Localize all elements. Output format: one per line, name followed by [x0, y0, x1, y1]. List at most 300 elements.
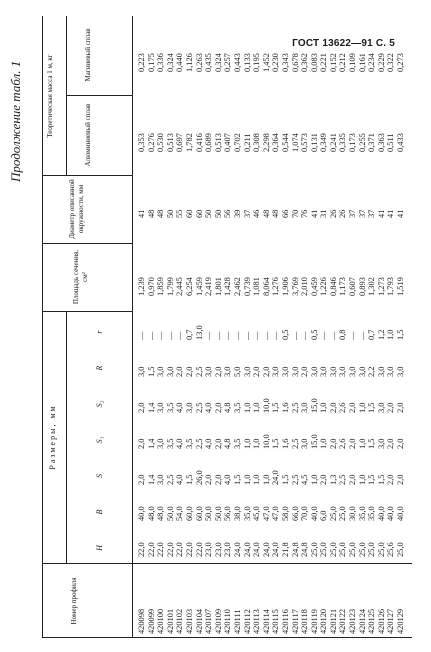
table-cell-s: 1,5 [376, 474, 386, 485]
table-cell-h: 25,6 [386, 542, 396, 557]
table-cell-r: 3,0 [271, 366, 281, 377]
table-cell-s: 2,0 [348, 474, 358, 485]
column-area [137, 277, 406, 296]
table-cell-d: 50 [204, 209, 214, 218]
table-cell-d: 26 [338, 209, 348, 218]
table-cell-profile: 420120 [319, 608, 329, 634]
table-cell-r: 5,0 [232, 366, 242, 377]
table-cell-s1: 2,0 [396, 438, 406, 449]
table-cell-s: 1,5 [367, 474, 377, 485]
column-b [137, 506, 406, 521]
table-cell-s: 1,3 [328, 474, 338, 485]
table-cell-s1: 2,5 [290, 438, 300, 449]
header-dimensions-group: Размеры, мм [48, 404, 57, 470]
table-cell-s1: 4,0 [204, 438, 214, 449]
table-cell-al: 0,255 [357, 133, 367, 152]
table-cell-s: 2,0 [204, 474, 214, 485]
table-cell-h: 23,0 [204, 542, 214, 557]
table-cell-s1: 2,0 [386, 438, 396, 449]
table-cell-r: 2,0 [300, 366, 310, 377]
table-cell-s2: 1,4 [146, 402, 156, 413]
table-cell-profile: 420109 [213, 608, 223, 634]
table-cell-s1: 3,5 [232, 438, 242, 449]
table-cell-s2: 3,0 [156, 402, 166, 413]
table-cell-al: 0,349 [319, 133, 329, 152]
table-cell-s1: 3,0 [300, 438, 310, 449]
table-cell-profile: 420101 [165, 608, 175, 634]
table-cell-area: 1,276 [271, 277, 281, 296]
table-cell-d: 26 [328, 209, 338, 218]
table-cell-d: 41 [376, 209, 386, 218]
table-cell-d: 48 [261, 209, 271, 218]
table-cell-s: 1,5 [184, 474, 194, 485]
table-cell-s2: 4,0 [204, 402, 214, 413]
col-sep-alloys [66, 95, 132, 96]
table-cell-profile: 420125 [367, 608, 377, 634]
table-cell-mg: 0,336 [156, 53, 166, 72]
dimensions-subheader-line [66, 312, 67, 564]
table-cell-d: 48 [156, 209, 166, 218]
table-cell-b: 47,0 [261, 506, 271, 521]
table-cell-r: 3,0 [204, 366, 214, 377]
table-cell-mg: 0,221 [319, 53, 329, 72]
table-cell-s1: 2,0 [137, 438, 146, 449]
table-cell-profile: 420113 [252, 609, 262, 634]
table-cell-profile: 420115 [271, 609, 281, 634]
table-cell-profile: 420121 [328, 608, 338, 634]
header-mass-group: Теоретическая масса 1 м, кг [46, 54, 54, 138]
table-cell-d: 37 [348, 209, 358, 218]
table-cell-h: 24,0 [261, 542, 271, 557]
table-cell-s: 4,0 [223, 474, 233, 485]
table-cell-s: 2,0 [396, 474, 406, 485]
table-cell-al: 0,276 [146, 133, 156, 152]
table-cell-area: 6,254 [184, 277, 194, 296]
table-cell-d: 60 [194, 209, 204, 218]
header-aluminum-alloy: Алюминиевый сплав [84, 103, 92, 167]
header-s: S [95, 474, 104, 478]
table-cell-r: 2,0 [184, 366, 194, 377]
table-cell-s: 2,5 [165, 474, 175, 485]
table-cell-r: 3,0 [348, 366, 358, 377]
table-cell-area: 0,970 [146, 277, 156, 296]
table-cell-al: 0,364 [271, 133, 281, 152]
table-cell-profile: 420123 [348, 608, 358, 634]
col-sep-area [42, 243, 132, 244]
table-cell-s2: 2,0 [328, 402, 338, 413]
table-cell-s: 2,0 [386, 474, 396, 485]
table-cell-s: 2,5 [338, 474, 348, 485]
table-cell-s1: 1,4 [146, 438, 156, 449]
table-cell-r: 1,5 [396, 329, 406, 340]
table-left-border [42, 637, 412, 638]
table-cell-mg: 0,223 [137, 53, 146, 72]
table-cell-s1: 4,0 [175, 438, 185, 449]
table-cell-r: 0,8 [338, 329, 348, 340]
table-cell-s2: 15,0 [309, 398, 319, 413]
table-cell-al: 0,689 [204, 133, 214, 152]
table-cell-mg: 0,324 [213, 53, 223, 72]
table-cell-h: 24,0 [252, 542, 262, 557]
table-cell-h: 25,0 [348, 542, 358, 557]
table-cell-mg: 0,443 [232, 53, 242, 72]
table-cell-s: 1,5 [232, 474, 242, 485]
table-cell-area: 0,459 [309, 277, 319, 296]
table-cell-r: 3,0 [328, 366, 338, 377]
table-cell-d: 48 [146, 209, 156, 218]
table-cell-r: 2,5 [194, 366, 204, 377]
table-cell-d: 37 [242, 209, 252, 218]
table-cell-mg: 0,440 [175, 53, 185, 72]
table-cell-profile: 420119 [309, 609, 319, 634]
table-cell-s2: 1,6 [280, 402, 290, 413]
table-cell-s1: 1,0 [252, 438, 262, 449]
table-cell-al: 0,530 [156, 133, 166, 152]
table-cell-al: 0,513 [213, 133, 223, 152]
table-cell-b: 40,0 [137, 506, 146, 521]
table-cell-r: 1,5 [146, 366, 156, 377]
table-cell-al: 0,513 [165, 133, 175, 152]
table-cell-mg: 0,133 [242, 53, 252, 72]
table-cell-profile: 420111 [232, 609, 242, 634]
table-cell-s1: 3,5 [165, 438, 175, 449]
table-cell-s: 1,0 [252, 474, 262, 485]
table-cell-r: 1,2 [376, 329, 386, 340]
table-cell-d: 60 [184, 209, 194, 218]
table-cell-mg: 0,161 [357, 53, 367, 72]
table-cell-r: 3,0 [290, 366, 300, 377]
table-cell-d: 66 [280, 209, 290, 218]
table-cell-r: 3,0 [319, 366, 329, 377]
table-cell-s2: 2,0 [396, 402, 406, 413]
table-cell-s2: 4,0 [175, 402, 185, 413]
table-cell-r: 0,7 [367, 329, 377, 340]
table-cell-mg: 0,109 [348, 53, 358, 72]
table-cell-r: — [261, 331, 271, 340]
table-cell-r: 0,5 [280, 329, 290, 340]
table-cell-al: 0,211 [242, 133, 252, 152]
table-cell-s2: 3,0 [300, 402, 310, 413]
table-cell-b: 60,0 [194, 506, 204, 521]
table-cell-h: 24,8 [300, 542, 310, 557]
table-cell-mg: 0,234 [367, 53, 377, 72]
table-cell-mg: 0,230 [271, 53, 281, 72]
table-cell-d: 41 [396, 209, 406, 218]
table-cell-b: 6,0 [319, 510, 329, 521]
table-cell-r: — [175, 331, 185, 340]
table-cell-s2: 10,0 [261, 398, 271, 413]
table-cell-h: 24,8 [290, 542, 300, 557]
mass-subheader-line [66, 16, 67, 176]
table-cell-d: 31 [319, 209, 329, 218]
table-cell-h: 25,0 [319, 542, 329, 557]
table-cell-al: 0,335 [338, 133, 348, 152]
table-cell-profile: 420118 [300, 609, 310, 634]
header-b: B [95, 509, 104, 515]
table-cell-r: — [357, 331, 367, 340]
table-cell-s1: 1,0 [242, 438, 252, 449]
table-cell-h: 22,0 [156, 542, 166, 557]
table-cell-r: 0,7 [184, 329, 194, 340]
table-cell-mg: 0,435 [204, 53, 214, 72]
table-cell-s1: 3,0 [156, 438, 166, 449]
table-cell-b: 35,0 [357, 506, 367, 521]
table-cell-profile: 420098 [137, 608, 146, 634]
table-cell-al: 0,363 [376, 133, 386, 152]
table-cell-r: — [137, 331, 146, 340]
table-cell-r: 3,0 [376, 366, 386, 377]
table-cell-d: 48 [271, 209, 281, 218]
table-cell-s1: 3,5 [184, 438, 194, 449]
table-cell-r: 3,0 [386, 366, 396, 377]
table-cell-area: 1,459 [194, 277, 204, 296]
table-cell-mg: 0,273 [396, 53, 406, 72]
table-cell-s2: 3,0 [184, 402, 194, 413]
column-s1 [137, 434, 406, 449]
table-cell-area: 0,607 [348, 277, 358, 296]
table-cell-r: — [319, 331, 329, 340]
column-circle-diameter [137, 210, 406, 218]
table-cell-profile: 420117 [290, 609, 300, 634]
table-cell-mg: 0,362 [300, 53, 310, 72]
table-cell-s2: 2,0 [213, 402, 223, 413]
table-cell-d: 46 [252, 209, 262, 218]
table-cell-s: 2,5 [290, 474, 300, 485]
table-cell-b: 50,0 [204, 506, 214, 521]
table-cell-mg: 0,263 [194, 53, 204, 72]
table-cell-area: 2,445 [175, 277, 185, 296]
table-cell-area: 1,173 [338, 277, 348, 296]
table-cell-profile: 420100 [156, 608, 166, 634]
table-cell-s: 2,0 [137, 474, 146, 485]
header-r-big: R [95, 365, 104, 371]
table-cell-r: — [252, 331, 262, 340]
table-cell-b: 48,0 [156, 506, 166, 521]
table-cell-al: 0,416 [194, 133, 204, 152]
header-bottom-border [132, 16, 133, 638]
column-r-small [137, 325, 406, 340]
table-cell-s: 1,5 [280, 474, 290, 485]
table-cell-mg: 0,083 [309, 53, 319, 72]
table-cell-s1: 2,0 [328, 438, 338, 449]
table-cell-b: 35,0 [242, 506, 252, 521]
table-cell-profile: 420110 [223, 609, 233, 634]
table-cell-h: 22,0 [194, 542, 204, 557]
table-cell-profile: 420127 [386, 608, 396, 634]
table-cell-s: 1,0 [261, 474, 271, 485]
table-cell-b: 70,0 [300, 506, 310, 521]
column-r-big [137, 367, 406, 377]
table-cell-al: 0,544 [280, 133, 290, 152]
table-cell-s: 1,0 [242, 474, 252, 485]
table-cell-al: 1,074 [290, 133, 300, 152]
table-cell-profile: 420116 [280, 609, 290, 634]
table-cell-al: 0,573 [300, 133, 310, 152]
table-cell-b: 40,0 [386, 506, 396, 521]
table-cell-r: 2,0 [213, 366, 223, 377]
table-cell-r: 2,0 [261, 366, 271, 377]
header-s1: S₁ [95, 436, 104, 444]
column-aluminum-mass [137, 133, 406, 152]
table-cell-mg: 1,452 [261, 53, 271, 72]
table-cell-r: — [146, 331, 156, 340]
table-cell-r: — [204, 331, 214, 340]
table-cell-area: 2,462 [232, 277, 242, 296]
header-h: H [95, 545, 104, 551]
table-cell-d: 39 [232, 209, 242, 218]
table-cell-b: 40,0 [376, 506, 386, 521]
table-cell-d: 37 [367, 209, 377, 218]
column-magnesium-mass [137, 53, 406, 72]
table-cell-s1: 2,6 [338, 438, 348, 449]
table-cell-h: 21,8 [280, 542, 290, 557]
table-cell-profile: 420114 [261, 609, 271, 634]
table-cell-profile: 420126 [376, 608, 386, 634]
table-cell-s2: 1,0 [252, 402, 262, 413]
table-cell-h: 22,0 [137, 542, 146, 557]
table-cell-profile: 420112 [242, 609, 252, 634]
table-cell-b: 56,0 [223, 506, 233, 521]
table-cell-r: 3,0 [309, 366, 319, 377]
table-cell-d: 50 [213, 209, 223, 218]
header-s2: S₂ [95, 400, 104, 408]
table-cell-r: — [290, 331, 300, 340]
table-cell-s2: 2,0 [137, 402, 146, 413]
table-cell-b: 47,0 [271, 506, 281, 521]
table-cell-s2: 2,5 [194, 402, 204, 413]
table-cell-r: 3,0 [156, 366, 166, 377]
table-cell-r: 3,0 [357, 366, 367, 377]
table-cell-s1: 1,5 [271, 438, 281, 449]
table-cell-mg: 1,126 [184, 53, 194, 72]
table-cell-s2: 2,6 [338, 402, 348, 413]
table-cell-al: 0,173 [348, 133, 358, 152]
table-cell-d: 76 [300, 209, 310, 218]
table-cell-area: 1,799 [165, 277, 175, 296]
table-cell-b: 40,0 [309, 506, 319, 521]
table-cell-s: 2,0 [319, 474, 329, 485]
table-cell-s1: 15,0 [309, 434, 319, 449]
table-cell-r: 3,0 [242, 366, 252, 377]
table-cell-r: — [242, 331, 252, 340]
table-cell-area: 1,226 [319, 277, 329, 296]
table-cell-h: 25,0 [357, 542, 367, 557]
table-cell-h: 25,0 [309, 542, 319, 557]
table-cell-b: 60,0 [184, 506, 194, 521]
table-cell-area: 0,893 [357, 277, 367, 296]
table-cell-d: 41 [309, 209, 319, 218]
table-cell-r: — [271, 331, 281, 340]
table-cell-s: 4,5 [300, 474, 310, 485]
table-cell-b: 58,0 [280, 506, 290, 521]
table-cell-area: 1,859 [156, 277, 166, 296]
table-cell-area: 1,519 [396, 277, 406, 296]
table-cell-r: — [156, 331, 166, 340]
table-cell-mg: 0,212 [338, 53, 348, 72]
table-cell-s: 1,0 [357, 474, 367, 485]
table-cell-s1: 10,0 [261, 434, 271, 449]
table-cell-s: 1,4 [146, 474, 156, 485]
table-cell-s1: 2,0 [213, 438, 223, 449]
table-cell-h: 25,0 [376, 542, 386, 557]
table-cell-r: — [213, 331, 223, 340]
page-header: ГОСТ 13622—91 С. 5 [292, 38, 395, 49]
table-cell-area: 2,010 [300, 277, 310, 296]
column-profile-number [137, 609, 406, 634]
col-sep-dimensions [42, 311, 132, 312]
table-cell-r: 3,0 [165, 366, 175, 377]
table-cell-d: 41 [386, 209, 396, 218]
column-s2 [137, 398, 406, 413]
table-cell-b: 50,0 [165, 506, 175, 521]
table-cell-area: 1,906 [280, 277, 290, 296]
table-cell-s2: 3,5 [165, 402, 175, 413]
table-cell-b: 45,0 [252, 506, 262, 521]
table-cell-mg: 0,257 [223, 53, 233, 72]
table-cell-profile: 420124 [357, 608, 367, 634]
table-cell-profile: 420103 [184, 608, 194, 634]
table-cell-s2: 1,5 [367, 402, 377, 413]
table-cell-area: 1,302 [367, 277, 377, 296]
table-cell-area: 1,428 [223, 277, 233, 296]
table-cell-s1: 4,8 [223, 438, 233, 449]
table-cell-r: — [165, 331, 175, 340]
table-cell-h: 23,0 [223, 542, 233, 557]
table-cell-b: 25,0 [328, 506, 338, 521]
table-cell-mg: 0,229 [376, 53, 386, 72]
header-circle-diameter: Диаметр описанной окружности, мм [68, 179, 85, 239]
table-cell-r: 3,0 [223, 366, 233, 377]
table-cell-h: 23,0 [213, 542, 223, 557]
table-cell-profile: 420104 [194, 608, 204, 634]
table-cell-b: 40,0 [396, 506, 406, 521]
table-cell-s2: 1,0 [242, 402, 252, 413]
table-cell-d: 55 [175, 209, 185, 218]
table-cell-mg: 0,343 [280, 53, 290, 72]
table-cell-al: 0,371 [367, 133, 377, 152]
table-top-border [42, 16, 43, 638]
table-cell-d: 37 [357, 209, 367, 218]
table-cell-al: 0,702 [232, 133, 242, 152]
table-cell-s1: 2,0 [348, 438, 358, 449]
table-cell-s2: 1,5 [271, 402, 281, 413]
table-cell-h: 22,0 [184, 542, 194, 557]
table-cell-s: 4,0 [175, 474, 185, 485]
col-sep-profile [42, 563, 412, 564]
table-cell-h: 25,0 [328, 542, 338, 557]
table-cell-area: 3,769 [290, 277, 300, 296]
table-cell-al: 0,511 [386, 133, 396, 152]
table-cell-profile: 420122 [338, 608, 348, 634]
table-cell-r: 2,0 [175, 366, 185, 377]
table-cell-r: 13,0 [194, 325, 204, 340]
table-cell-s2: 2,0 [348, 402, 358, 413]
table-cell-profile: 420102 [175, 608, 185, 634]
table-cell-area: 0,846 [328, 277, 338, 296]
table-cell-b: 48,0 [146, 506, 156, 521]
table-cell-r: 2,2 [367, 366, 377, 377]
table-cell-r: 2,0 [252, 366, 262, 377]
table-cell-area: 1,801 [213, 277, 223, 296]
table-cell-r: — [300, 331, 310, 340]
table-cell-b: 50,0 [213, 506, 223, 521]
table-cell-r: 3,0 [137, 366, 146, 377]
table-cell-al: 0,241 [328, 133, 338, 152]
table-cell-al: 2,298 [261, 133, 271, 152]
continued-table-label: Продолжение табл. 1 [8, 60, 23, 182]
table-cell-h: 25,0 [396, 542, 406, 557]
column-s [137, 470, 406, 485]
